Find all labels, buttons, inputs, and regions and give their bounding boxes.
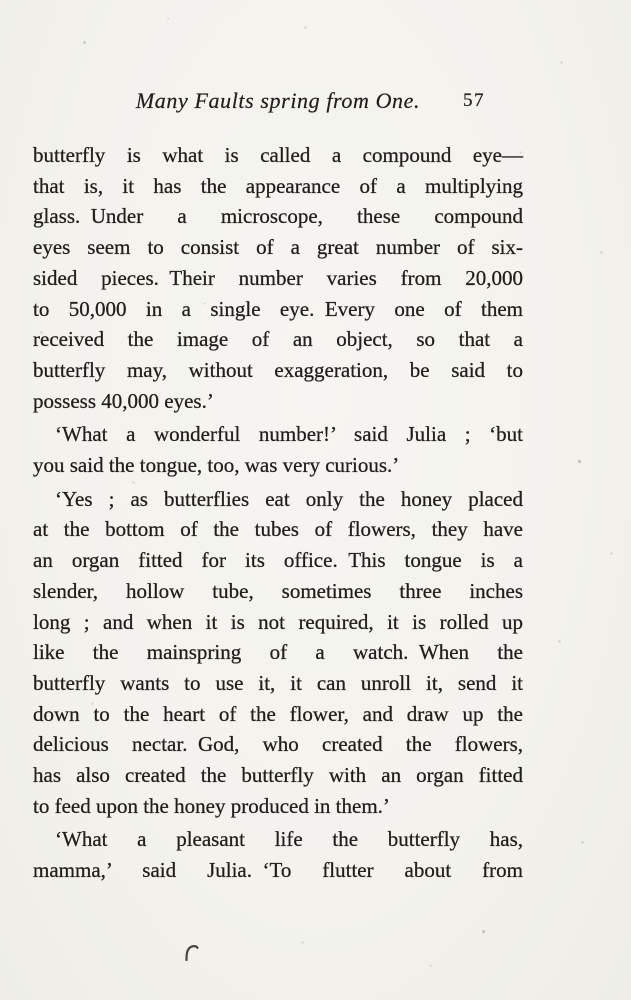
page-header [33, 88, 523, 118]
body-text [33, 140, 523, 886]
paper-speckles [0, 0, 1, 1]
text-line: butterfly wants to use it, it can unroll it, send it [33, 670, 523, 695]
text-line: sided pieces. Their number varies from 20,000 [33, 265, 523, 290]
paragraph [33, 419, 523, 480]
text-line: mamma,’ said Julia. ‘To flutter about from [33, 858, 523, 883]
text-line: slender, hollow tube, sometimes three inches [33, 578, 523, 603]
paragraph [33, 140, 523, 416]
text-line: eyes seem to consist of a great number of six- [33, 235, 523, 260]
text-line: like the mainspring of a watch. When the [33, 640, 523, 665]
text-line: at the bottom of the tubes of flowers, they have [33, 517, 523, 542]
text-line: ‘Yes ; as butterflies eat only the honey placed [55, 486, 523, 511]
text-line: long ; and when it is not required, it is rolled up [33, 609, 523, 634]
text-line: to 50,000 in a single eye. Every one of them [33, 296, 523, 321]
paragraph [33, 484, 523, 822]
paragraph [33, 824, 523, 885]
text-line: ‘What a pleasant life the butterfly has, [55, 827, 523, 852]
text-line: possess 40,000 eyes.’ [33, 388, 214, 413]
text-line: to feed upon the honey produced in them.’ [33, 793, 390, 818]
text-line: glass. Under a microscope, these compound [33, 204, 523, 229]
text-line: ‘What a wonderful number!’ said Julia ; ‘but [55, 422, 523, 447]
text-line: an organ fitted for its office. This tongue is a [33, 548, 523, 573]
text-line: you said the tongue, too, was very curious.’ [33, 453, 400, 478]
stray-ink-mark-icon [184, 944, 200, 962]
text-line: has also created the butterfly with an organ fitted [33, 763, 523, 788]
text-line: down to the heart of the flower, and draw up the [33, 701, 523, 726]
page-number: 57 [463, 90, 485, 111]
running-title: Many Faults spring from One. [135, 88, 421, 113]
text-line: butterfly may, without exaggeration, be said to [33, 357, 523, 382]
text-line: that is, it has the appearance of a multiplying [33, 173, 523, 198]
text-line: delicious nectar. God, who created the flowers, [33, 732, 523, 757]
text-line: received the image of an object, so that a [33, 327, 523, 352]
text-line: butterfly is what is called a compound eye— [33, 143, 523, 167]
